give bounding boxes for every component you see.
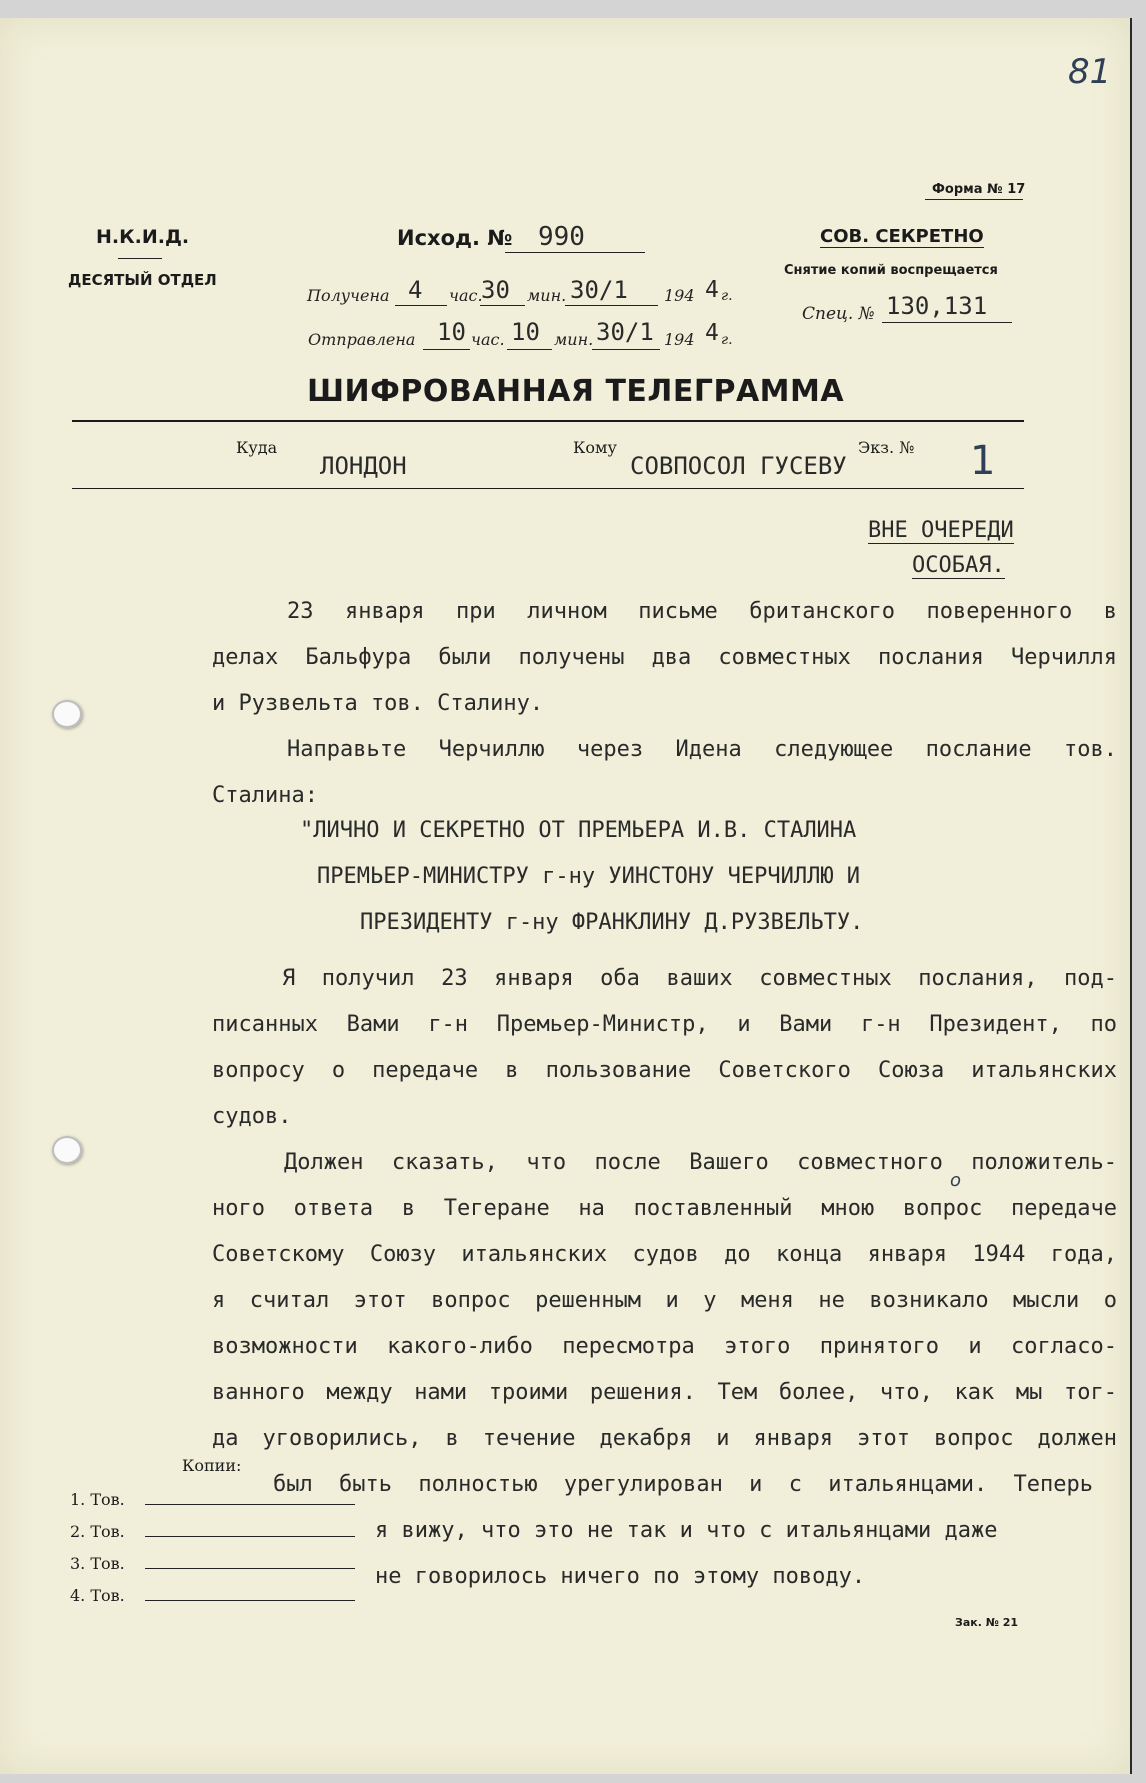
- received-year-prefix: 194: [664, 286, 695, 305]
- priority-line-2: ОСОБАЯ.: [912, 553, 1005, 578]
- received-minutes: 30: [481, 276, 510, 304]
- text-line: Должен сказать, что после Вашего совместного положитель-: [284, 1150, 1117, 1175]
- sent-minutes-label: мин.: [554, 330, 594, 349]
- paragraph-3: [212, 956, 1117, 1094]
- paragraph-1: [212, 589, 1117, 681]
- text-line: Направьте Черчиллю через Идена следующее послание тов.: [287, 737, 1117, 762]
- archive-page-number: 81: [1068, 52, 1112, 92]
- top-rule: [72, 420, 1024, 422]
- destination-value: ЛОНДОН: [320, 452, 407, 480]
- received-label: Получена: [307, 286, 390, 305]
- destination-label: Куда: [236, 438, 278, 457]
- text-line: ного ответа в Тегеране на поставленный мною вопрос передаче: [212, 1196, 1117, 1221]
- copy-restriction-note: Снятие копий воспрещается: [784, 263, 998, 278]
- copies-label: Копии:: [182, 1456, 242, 1475]
- text-line: и Рузвельта тов. Сталину.: [212, 691, 544, 716]
- text-line: вопросу о передаче в пользование Советского Союза итальянских: [212, 1058, 1117, 1083]
- text-line: Сталина:: [212, 783, 318, 808]
- punch-hole: [52, 1136, 82, 1164]
- sent-hours-label: час.: [471, 330, 505, 349]
- address-line-1: "ЛИЧНО И СЕКРЕТНО ОТ ПРЕМЬЕРА И.В. СТАЛИНА: [300, 818, 857, 843]
- paragraph-3-end: [212, 1094, 1117, 1140]
- text-line: делах Бальфура были получены два совместных послания Черчилля: [212, 645, 1117, 670]
- org-divider: [118, 258, 162, 259]
- copy-line: [145, 1600, 355, 1601]
- form-number: Форма № 17: [932, 182, 1026, 197]
- address-line-3: ПРЕЗИДЕНТУ г-ну ФРАНКЛИНУ Д.РУЗВЕЛЬТУ.: [360, 910, 864, 935]
- text-line: я считал этот вопрос решенным и у меня не возникало мысли о: [212, 1288, 1117, 1313]
- text-line: 23 января при личном письме британского поверенного в: [287, 599, 1117, 624]
- text-line: судов.: [212, 1104, 292, 1129]
- spec-value: 130,131: [886, 292, 988, 320]
- handwritten-insert: о: [950, 1170, 962, 1191]
- text-line: ванного между нами троими решения. Тем более, что, как мы тог-: [212, 1380, 1117, 1405]
- copy-line: [145, 1568, 355, 1569]
- text-line: возможности какого-либо пересмотра этого принятого и согласо-: [212, 1334, 1117, 1359]
- received-minutes-label: мин.: [527, 286, 567, 305]
- outgoing-value: 990: [538, 222, 585, 252]
- text-line: не говорилось ничего по этому поводу.: [375, 1564, 866, 1589]
- paragraph-4-line-8: [273, 1462, 1093, 1508]
- paragraph-1-end: [212, 681, 1117, 727]
- paragraph-2: [212, 727, 1117, 773]
- document-title: ШИФРОВАННАЯ ТЕЛЕГРАММА: [307, 374, 845, 409]
- sent-hours: 10: [437, 318, 466, 346]
- received-hours-label: час.: [449, 286, 483, 305]
- spec-label: Спец. №: [802, 304, 875, 324]
- order-number: Зак. № 21: [955, 1616, 1019, 1629]
- received-hours: 4: [408, 276, 423, 304]
- copy-recipient-4: 4. Тов.: [70, 1586, 125, 1605]
- copy-number-value: 1: [970, 438, 996, 484]
- classification-title: СОВ. СЕКРЕТНО: [820, 226, 984, 247]
- copy-number-label: Экз. №: [858, 438, 915, 457]
- copy-recipient-2: 2. Тов.: [70, 1522, 125, 1541]
- text-line: был быть полностью урегулирован и с итальянцами. Теперь: [273, 1472, 1093, 1497]
- document-page: [0, 18, 1132, 1774]
- department-name: ДЕСЯТЫЙ ОТДЕЛ: [68, 271, 217, 289]
- sent-label: Отправлена: [308, 330, 416, 349]
- sent-year-suffix: г.: [721, 332, 733, 348]
- address-line-2: ПРЕМЬЕР-МИНИСТРУ г-ну УИНСТОНУ ЧЕРЧИЛЛЮ И: [317, 864, 861, 889]
- text-line: Я получил 23 января оба ваших совместных послания, под-: [282, 966, 1117, 991]
- copy-recipient-3: 3. Тов.: [70, 1554, 125, 1573]
- text-line: писанных Вами г-н Премьер-Министр, и Вами г-н Президент, по: [212, 1012, 1117, 1037]
- recipient-value: СОВПОСОЛ ГУСЕВУ: [630, 452, 847, 480]
- text-line: Советскому Союзу итальянских судов до конца января 1944 года,: [212, 1242, 1117, 1267]
- text-line: да уговорились, в течение декабря и января этот вопрос должен: [212, 1426, 1117, 1451]
- paragraph-4-end: [375, 1508, 1115, 1600]
- bottom-rule: [72, 488, 1024, 489]
- copy-line: [145, 1504, 355, 1505]
- punch-hole: [52, 700, 82, 728]
- paragraph-4: [212, 1140, 1117, 1462]
- form-number-underline: [925, 199, 1023, 200]
- text-line: я вижу, что это не так и что с итальянцами даже: [375, 1518, 998, 1543]
- received-date: 30/1: [570, 276, 628, 304]
- outgoing-line: [505, 252, 645, 253]
- org-name: Н.К.И.Д.: [96, 226, 190, 248]
- copy-recipient-1: 1. Тов.: [70, 1490, 125, 1509]
- outgoing-label: Исход. №: [397, 226, 513, 250]
- copy-line: [145, 1536, 355, 1537]
- sent-minutes: 10: [511, 318, 540, 346]
- received-year-digit: 4: [705, 277, 719, 303]
- sent-year-digit: 4: [705, 320, 719, 346]
- sent-year-prefix: 194: [664, 330, 695, 349]
- recipient-label: Кому: [573, 438, 617, 457]
- paragraph-2-end: [212, 773, 1117, 819]
- received-year-suffix: г.: [721, 288, 733, 304]
- priority-line-1: ВНЕ ОЧЕРЕДИ: [868, 518, 1014, 543]
- sent-date: 30/1: [596, 318, 654, 346]
